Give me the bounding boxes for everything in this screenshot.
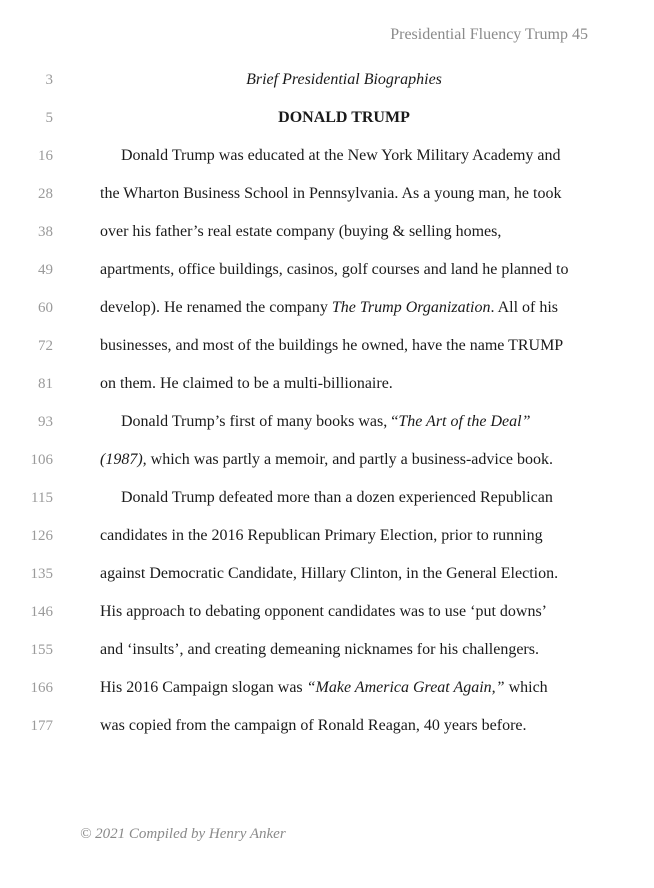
line-number: 3: [45, 72, 53, 88]
line-93: [0, 403, 654, 441]
line-text: the Wharton Business School in Pennsylvania. As a young man, he took: [100, 185, 562, 202]
line-49: [0, 251, 654, 289]
line-number: 126: [30, 528, 53, 544]
line-text: develop). He renamed the company The Trump Organization. All of his: [100, 299, 559, 316]
line-text: was copied from the campaign of Ronald Reagan, 40 years before.: [100, 717, 527, 734]
line-155: [0, 631, 654, 669]
line-146: [0, 593, 654, 631]
line-number: 5: [45, 110, 53, 126]
line-text: over his father’s real estate company (buying & selling homes,: [100, 223, 502, 240]
line-text: against Democratic Candidate, Hillary Clinton, in the General Election.: [100, 565, 559, 582]
line-text: His 2016 Campaign slogan was “Make America Great Again,” which: [100, 679, 548, 696]
line-number: 28: [38, 186, 53, 202]
line-60: [0, 289, 654, 327]
line-126: [0, 517, 654, 555]
line-number: 49: [38, 262, 53, 278]
biography-heading: DONALD TRUMP: [278, 109, 410, 126]
line-number: 60: [38, 300, 53, 316]
line-text: businesses, and most of the buildings he owned, have the name TRUMP: [100, 337, 564, 354]
line-text: His approach to debating opponent candidates was to use ‘put downs’: [100, 603, 548, 620]
line-number: 115: [31, 490, 53, 506]
line-text: and ‘insults’, and creating demeaning nicknames for his challengers.: [100, 641, 539, 658]
line-text: Donald Trump’s first of many books was, “The Art of the Deal”: [121, 413, 531, 430]
line-text: (1987), which was partly a memoir, and partly a business-advice book.: [100, 451, 554, 468]
line-text: on them. He claimed to be a multi-billionaire.: [100, 375, 393, 392]
line-72: [0, 327, 654, 365]
line-16: [0, 137, 654, 175]
line-number: 155: [30, 642, 53, 658]
line-106: [0, 441, 654, 479]
line-number: 135: [30, 566, 53, 582]
line-number: 177: [30, 718, 53, 734]
line-number: 166: [30, 680, 53, 696]
line-81: [0, 365, 654, 403]
line-38: [0, 213, 654, 251]
line-166: [0, 669, 654, 707]
line-number: 106: [30, 452, 53, 468]
line-number: 93: [38, 414, 53, 430]
line-177: [0, 707, 654, 745]
line-28: [0, 175, 654, 213]
line-text: Donald Trump was educated at the New York Military Academy and: [121, 147, 561, 164]
line-number: 38: [38, 224, 53, 240]
running-header: Presidential Fluency Trump 45: [390, 26, 588, 43]
document-body: [0, 61, 654, 745]
line-135: [0, 555, 654, 593]
line-text: Donald Trump defeated more than a dozen experienced Republican: [121, 489, 553, 506]
line-text: apartments, office buildings, casinos, golf courses and land he planned to: [100, 261, 569, 278]
line-number: 146: [30, 604, 53, 620]
section-subtitle: Brief Presidential Biographies: [246, 71, 442, 88]
line-text: candidates in the 2016 Republican Primary Election, prior to running: [100, 527, 543, 544]
line-3: [0, 61, 654, 99]
line-number: 72: [38, 338, 53, 354]
copyright-footer: © 2021 Compiled by Henry Anker: [80, 826, 286, 842]
line-5: [0, 99, 654, 137]
line-number: 81: [38, 376, 53, 392]
line-115: [0, 479, 654, 517]
line-number: 16: [38, 148, 53, 164]
